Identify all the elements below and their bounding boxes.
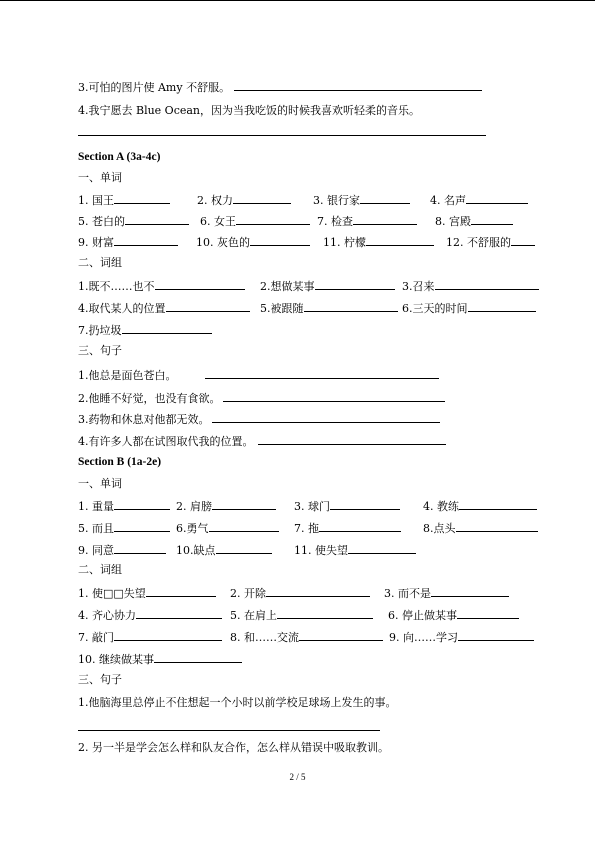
phrase-item: 6.三天的时间 [402, 300, 536, 316]
section-b-title: Section B (1a-2e) [78, 456, 162, 468]
section-b-sentence-heading: 三、句子 [78, 673, 122, 686]
phrase-item: 5.被跟随 [260, 300, 398, 316]
sentence-item: 2. 另一半是学会怎么样和队友合作，怎么样从错误中吸取教训。 [78, 741, 389, 754]
question-3-text: 3.可怕的图片使 Amy 不舒服。 [78, 81, 231, 94]
vocab-item: 3. 银行家 [313, 192, 410, 208]
phrase-item: 7.扔垃圾 [78, 322, 212, 338]
phrase-item: 10. 继续做某事 [78, 651, 242, 667]
sentence-item: 2.他睡不好觉，也没有食欲。 [78, 390, 445, 406]
sentence-item: 3.药物和休息对他都无效。 [78, 411, 440, 427]
vocab-item: 1. 国王 [78, 192, 170, 208]
sentence-item: 1.他脑海里总停止不住想起一个小时以前学校足球场上发生的事。 [78, 696, 397, 709]
vocab-item: 4. 名声 [430, 192, 528, 208]
phrase-item: 2. 开除 [230, 585, 370, 601]
page-top-rule [0, 0, 595, 1]
vocab-item: 7. 拖 [294, 520, 401, 536]
sentence-item: 4.有许多人都在试图取代我的位置。 [78, 433, 446, 449]
vocab-item: 1. 重量 [78, 498, 170, 514]
vocab-item: 8.点头 [423, 520, 538, 536]
phrase-item: 3. 而不是 [384, 585, 509, 601]
vocab-item: 5. 而且 [78, 520, 170, 536]
answer-blank[interactable] [234, 79, 482, 91]
page-number: 2 / 5 [289, 772, 306, 782]
vocab-item: 6.勇气 [176, 520, 279, 536]
section-a-vocab-heading: 一、单词 [78, 171, 122, 184]
answer-blank[interactable] [78, 135, 486, 136]
section-a-sentence-heading: 三、句子 [78, 344, 122, 357]
section-b-vocab-heading: 一、单词 [78, 477, 122, 490]
vocab-item: 12. 不舒服的 [446, 234, 535, 250]
phrase-item: 3.召来 [402, 278, 539, 294]
vocab-item: 11. 柠檬 [323, 234, 434, 250]
phrase-item: 5. 在肩上 [230, 607, 373, 623]
phrase-item: 7. 敲门 [78, 629, 222, 645]
phrase-item: 4.取代某人的位置 [78, 300, 250, 316]
phrase-item: 4. 齐心协力 [78, 607, 222, 623]
question-4-text: 4.我宁愿去 Blue Ocean，因为当我吃饭的时候我喜欢听轻柔的音乐。 [78, 104, 421, 117]
phrase-item: 2.想做某事 [260, 278, 395, 294]
phrase-item: 1.既不……也不 [78, 278, 245, 294]
vocab-item: 9. 同意 [78, 542, 166, 558]
vocab-item: 8. 宫殿 [435, 213, 513, 229]
question-3 [78, 79, 482, 95]
vocab-item: 2. 肩膀 [176, 498, 276, 514]
sentence-item: 1.他总是面色苍白。 [78, 367, 439, 383]
vocab-item: 5. 苍白的 [78, 213, 189, 229]
vocab-item: 4. 教练 [423, 498, 537, 514]
vocab-item: 3. 球门 [294, 498, 400, 514]
vocab-item: 6. 女王 [200, 213, 310, 229]
phrase-item: 1. 使□□失望 [78, 585, 216, 601]
vocab-item: 11. 使失望 [294, 542, 416, 558]
section-a-phrase-heading: 二、词组 [78, 256, 122, 269]
question-4 [78, 104, 420, 118]
vocab-item: 10.缺点 [176, 542, 272, 558]
answer-blank[interactable] [78, 730, 380, 731]
phrase-item: 6. 停止做某事 [388, 607, 519, 623]
vocab-item: 2. 权力 [197, 192, 291, 208]
vocab-item: 7. 检查 [317, 213, 417, 229]
vocab-item: 10. 灰色的 [196, 234, 310, 250]
phrase-item: 9. 向……学习 [389, 629, 534, 645]
vocab-item: 9. 财富 [78, 234, 178, 250]
phrase-item: 8. 和……交流 [230, 629, 383, 645]
section-b-phrase-heading: 二、词组 [78, 563, 122, 576]
section-a-title: Section A (3a-4c) [78, 151, 161, 163]
